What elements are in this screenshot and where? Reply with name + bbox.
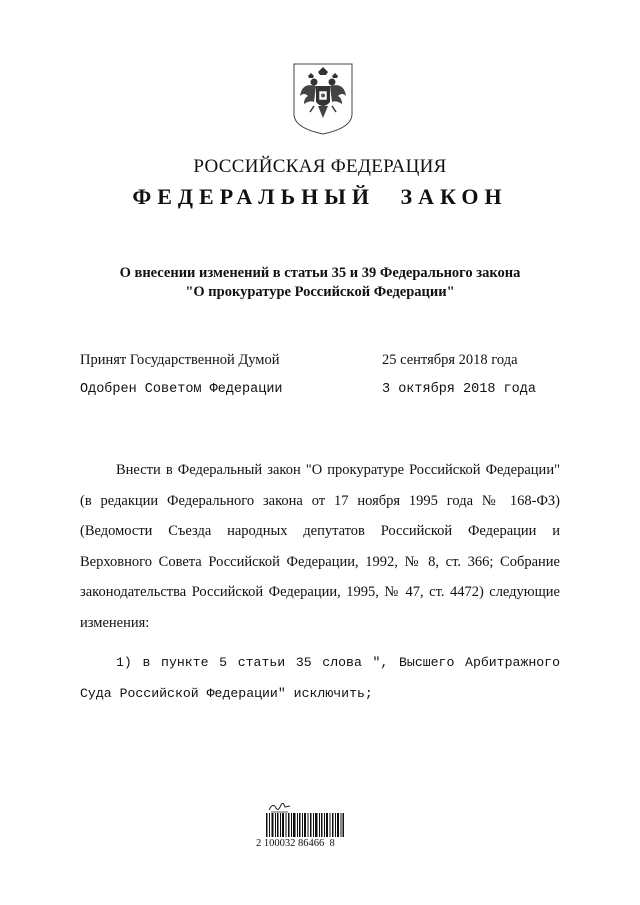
document-type: ФЕДЕРАЛЬНЫЙ ЗАКОН [132, 184, 508, 209]
coat-of-arms-icon [292, 62, 354, 136]
duma-date: 25 сентября 2018 года [382, 352, 518, 368]
barcode-number: 2 100032 86466 8 [256, 838, 335, 849]
council-date: 3 октября 2018 года [382, 382, 536, 397]
law-title [0, 264, 640, 302]
amendment-item-1: 1) в пункте 5 статьи 35 слова ", Высшего Арбитражного Суда Российской Федерации" исключить; [80, 655, 560, 701]
intro-paragraph: Внести в Федеральный закон "О прокуратуре Российской Федерации" (в редакции Федерального закона от 17 ноября 1995 года № 168-ФЗ) (Ведомости Съезда народных депутатов Российской Федерации и Верховного Совета Российской Федерации, 1992, № 8, ст. 366; Собрание законодательства Российской Федерации, 1995, № 47, ст. 4472) следующие изменения: [80, 462, 560, 631]
law-body [80, 455, 560, 709]
law-title-line-2: "О прокуратуре Российской Федерации" [185, 284, 455, 300]
signature-mark-icon [268, 800, 292, 814]
country-name: РОССИЙСКАЯ ФЕДЕРАЦИЯ [193, 156, 447, 177]
council-label: Одобрен Советом Федерации [80, 382, 283, 397]
law-title-line-1: О внесении изменений в статьи 35 и 39 Федерального закона [119, 265, 521, 281]
duma-label: Принят Государственной Думой [80, 352, 280, 368]
